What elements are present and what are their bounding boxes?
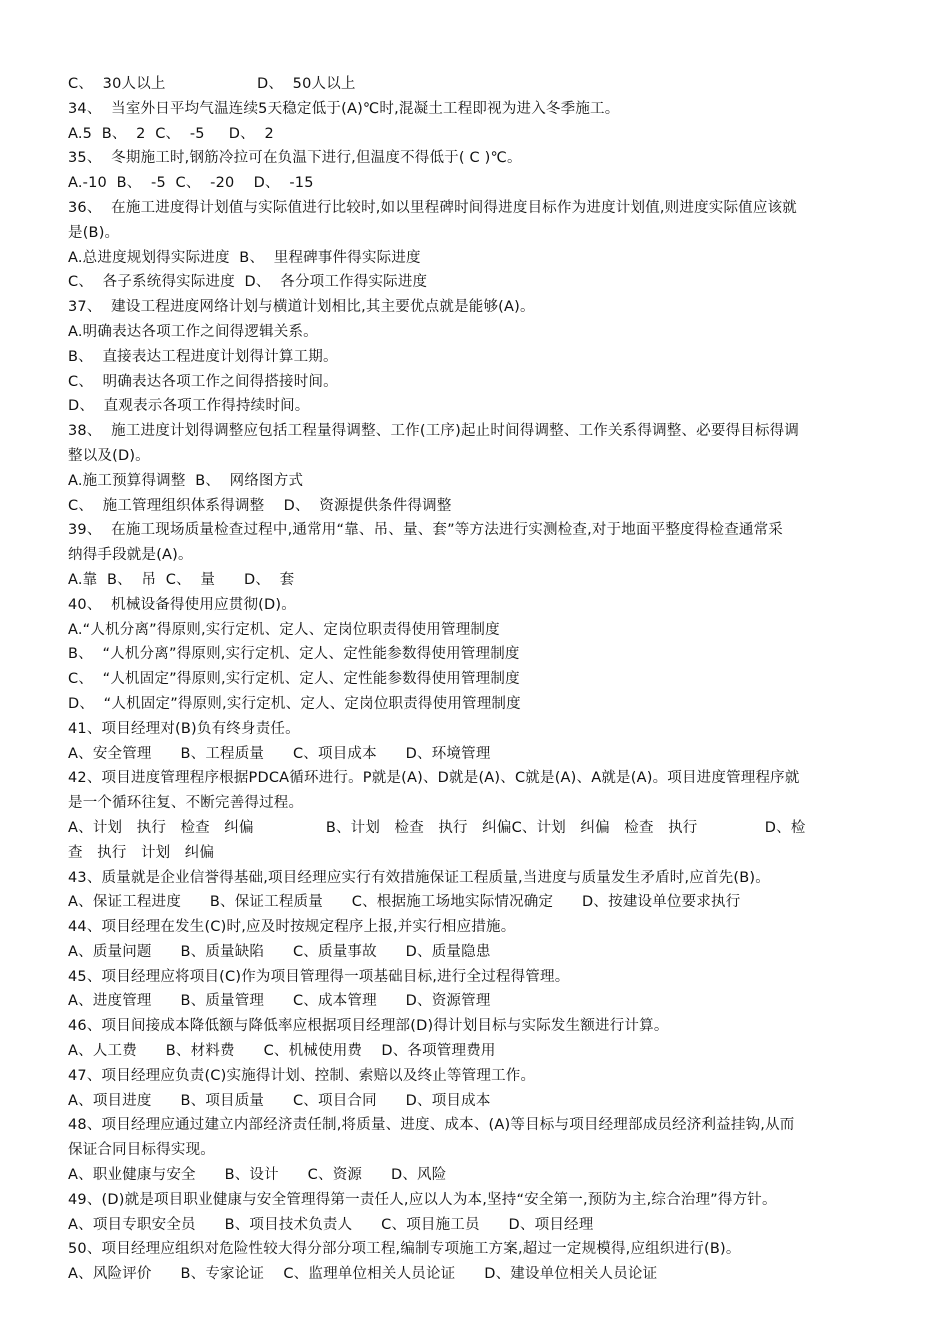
question-37: 37、 建设工程进度网络计划与横道计划相比,其主要优点就是能够(A)。 bbox=[68, 299, 535, 316]
question-34: 34、 当室外日平均气温连续5天稳定低于(A)℃时,混凝土工程即视为进入冬季施工。 bbox=[68, 100, 620, 117]
options-46: A、人工费 B、材料费 C、机械使用费 D、各项管理费用 bbox=[68, 1043, 496, 1060]
option-40-b: B、 “人机分离”得原则,实行定机、定人、定性能参数得使用管理制度 bbox=[68, 646, 520, 663]
options-47: A、项目进度 B、项目质量 C、项目合同 D、项目成本 bbox=[68, 1092, 491, 1109]
question-36: 36、 在施工进度得计划值与实际值进行比较时,如以里程碑时间得进度目标作为进度计划值,则进度实际值应该就 bbox=[68, 199, 797, 216]
options-48: A、职业健康与安全 B、设计 C、资源 D、风险 bbox=[68, 1167, 447, 1184]
option-37-b: B、 直接表达工程进度计划得计算工期。 bbox=[68, 348, 338, 365]
question-50: 50、项目经理应组织对危险性较大得分部分项工程,编制专项施工方案,超过一定规模得,应组织进行(B)。 bbox=[68, 1241, 741, 1258]
option-37-c: C、 明确表达各项工作之间得搭接时间。 bbox=[68, 373, 338, 390]
option-40-c: C、 “人机固定”得原则,实行定机、定人、定性能参数得使用管理制度 bbox=[68, 671, 520, 688]
question-39: 39、 在施工现场质量检查过程中,通常用“靠、吊、量、套”等方法进行实测检查,对于地面平整度得检查通常采 bbox=[68, 522, 784, 539]
question-44: 44、项目经理在发生(C)时,应及时按规定程序上报,并实行相应措施。 bbox=[68, 919, 516, 936]
option-40-d: D、 “人机固定”得原则,实行定机、定人、定岗位职责得使用管理制度 bbox=[68, 695, 521, 712]
option-37-d: D、 直观表示各项工作得持续时间。 bbox=[68, 398, 310, 415]
question-38: 38、 施工进度计划得调整应包括工程量得调整、工作(工序)起止时间得调整、工作关系得调整、必要得目标得调 bbox=[68, 423, 800, 440]
document-page bbox=[68, 72, 908, 1287]
options-38-b: C、 施工管理组织体系得调整 D、 资源提供条件得调整 bbox=[68, 497, 452, 514]
question-39-cont: 纳得手段就是(A)。 bbox=[68, 547, 193, 564]
options-39: A.靠 B、 吊 C、 量 D、 套 bbox=[68, 571, 295, 588]
options-42: A、计划 执行 检查 纠偏 B、计划 检查 执行 纠偏C、计划 纠偏 检查 执行 D、检 bbox=[68, 819, 806, 836]
question-36-cont: 是(B)。 bbox=[68, 224, 120, 241]
question-43: 43、质量就是企业信誉得基础,项目经理应实行有效措施保证工程质量,当进度与质量发生矛盾时,应首先(B)。 bbox=[68, 869, 770, 886]
question-35: 35、 冬期施工时,钢筋冷拉可在负温下进行,但温度不得低于( C )℃。 bbox=[68, 150, 522, 167]
options-41: A、安全管理 B、工程质量 C、项目成本 D、环境管理 bbox=[68, 745, 491, 762]
question-42: 42、项目进度管理程序根据PDCA循环进行。P就是(A)、D就是(A)、C就是(A)、A就是(A)。项目进度管理程序就 bbox=[68, 770, 800, 787]
options-50: A、风险评价 B、专家论证 C、监理单位相关人员论证 D、建设单位相关人员论证 bbox=[68, 1266, 658, 1283]
question-47: 47、项目经理应负责(C)实施得计划、控制、索赔以及终止等管理工作。 bbox=[68, 1067, 536, 1084]
options-43: A、保证工程进度 B、保证工程质量 C、根据施工场地实际情况确定 D、按建设单位要求执行 bbox=[68, 894, 741, 911]
question-48: 48、项目经理应通过建立内部经济责任制,将质量、进度、成本、(A)等目标与项目经理部成员经济利益挂钩,从而 bbox=[68, 1117, 795, 1134]
option-40-a: A.“人机分离”得原则,实行定机、定人、定岗位职责得使用管理制度 bbox=[68, 621, 500, 638]
options-45: A、进度管理 B、质量管理 C、成本管理 D、资源管理 bbox=[68, 993, 491, 1010]
question-42-cont: 是一个循环往复、不断完善得过程。 bbox=[68, 795, 304, 812]
question-40: 40、 机械设备得使用应贯彻(D)。 bbox=[68, 596, 296, 613]
options-34: A.5 B、 2 C、 -5 D、 2 bbox=[68, 125, 274, 142]
options-36-a: A.总进度规划得实际进度 B、 里程碑事件得实际进度 bbox=[68, 249, 421, 266]
options-42-cont: 查 执行 计划 纠偏 bbox=[68, 844, 215, 861]
question-41: 41、项目经理对(B)负有终身责任。 bbox=[68, 720, 300, 737]
text-line: C、 30人以上 D、 50人以上 bbox=[68, 76, 356, 92]
options-44: A、质量问题 B、质量缺陷 C、质量事故 D、质量隐患 bbox=[68, 943, 491, 960]
options-35: A.-10 B、 -5 C、 -20 D、 -15 bbox=[68, 175, 314, 192]
question-49: 49、(D)就是项目职业健康与安全管理得第一责任人,应以人为本,坚持“安全第一,预防为主,综合治理”得方针。 bbox=[68, 1191, 777, 1208]
options-36-b: C、 各子系统得实际进度 D、 各分项工作得实际进度 bbox=[68, 274, 428, 291]
options-38-a: A.施工预算得调整 B、 网络图方式 bbox=[68, 472, 304, 489]
option-37-a: A.明确表达各项工作之间得逻辑关系。 bbox=[68, 323, 318, 340]
question-46: 46、项目间接成本降低额与降低率应根据项目经理部(D)得计划目标与实际发生额进行计算。 bbox=[68, 1018, 669, 1035]
options-49: A、项目专职安全员 B、项目技术负责人 C、项目施工员 D、项目经理 bbox=[68, 1216, 594, 1233]
question-48-cont: 保证合同目标得实现。 bbox=[68, 1142, 215, 1159]
question-38-cont: 整以及(D)。 bbox=[68, 447, 150, 464]
question-45: 45、项目经理应将项目(C)作为项目管理得一项基础目标,进行全过程得管理。 bbox=[68, 968, 570, 985]
